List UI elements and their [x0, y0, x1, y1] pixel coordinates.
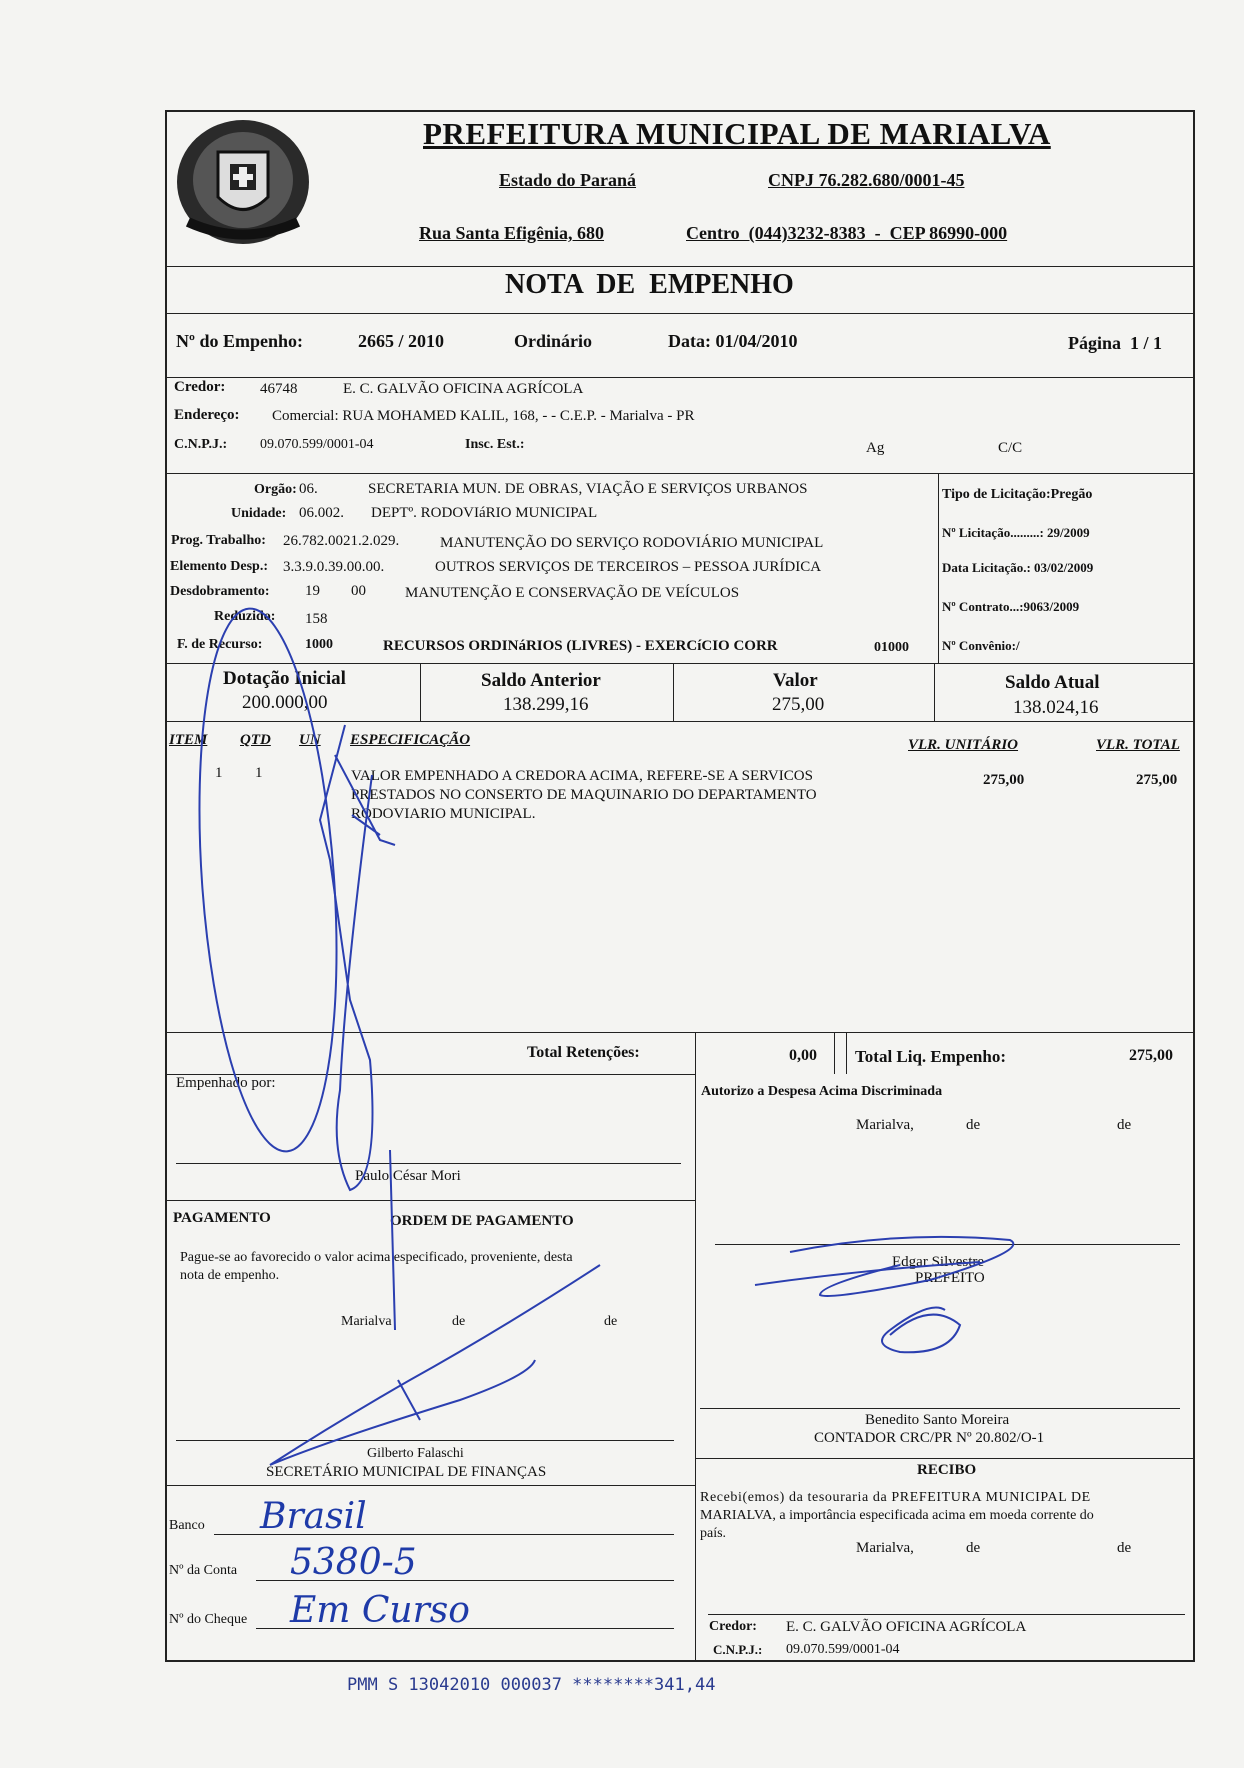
- recibo-credor-name: E. C. GALVÃO OFICINA AGRÍCOLA: [786, 1619, 1027, 1635]
- dotacao-value: 200.000,00: [242, 692, 328, 713]
- recibo-cnpj: 09.070.599/0001-04: [786, 1642, 900, 1657]
- item-unit-value: 275,00: [983, 772, 1025, 788]
- autorizo-text: Autorizo a Despesa Acima Discriminada: [701, 1084, 943, 1099]
- retencoes-label: Total Retenções:: [527, 1044, 640, 1061]
- recibo-text-2: MARIALVA, a importância especificada acima em moeda corrente do: [700, 1508, 1094, 1523]
- recibo-de-2: de: [1117, 1540, 1132, 1556]
- recibo-text-1: Recebi(emos) da tesouraria da PREFEITURA MUNICIPAL DE: [700, 1490, 1091, 1505]
- pagamento-marialva: Marialva: [341, 1314, 392, 1329]
- prog-code: 26.782.0021.2.029.: [283, 533, 400, 549]
- bank-stamp: PMM S 13042010 000037 ********341,44: [347, 1675, 716, 1695]
- org-title: PREFEITURA MUNICIPAL DE MARIALVA: [423, 116, 1051, 151]
- pagamento-de-1: de: [452, 1314, 466, 1329]
- col-header-unit: VLR. UNITÁRIO: [908, 737, 1019, 753]
- elemento-desc: OUTROS SERVIÇOS DE TERCEIROS – PESSOA JURÍDICA: [435, 559, 822, 575]
- unidade-code: 06.002.: [299, 505, 344, 521]
- credor-label: Credor:: [174, 379, 226, 395]
- pagamento-de-2: de: [604, 1314, 618, 1329]
- empenho-number-label: Nº do Empenho:: [176, 331, 303, 351]
- recibo-de-1: de: [966, 1540, 981, 1556]
- valor-label: Valor: [773, 670, 818, 691]
- retencoes-value: 0,00: [789, 1047, 817, 1064]
- desdobramento-code-2: 00: [351, 583, 366, 599]
- liquido-label: Total Liq. Empenho:: [855, 1047, 1006, 1066]
- insc-est-label: Insc. Est.:: [465, 437, 525, 452]
- recurso-desc: RECURSOS ORDINáRIOS (LIVRES) - EXERCíCIO CORR: [383, 638, 778, 654]
- col-header-item: ITEM: [169, 732, 208, 748]
- dotacao-label: Dotação Inicial: [223, 668, 346, 689]
- conta-label: Nº da Conta: [169, 1563, 238, 1578]
- recibo-credor-label: Credor:: [709, 1619, 757, 1634]
- cnpj-text: CNPJ 76.282.680/0001-45: [768, 170, 965, 190]
- prog-desc: MANUTENÇÃO DO SERVIÇO RODOVIÁRIO MUNICIPAL: [440, 535, 824, 551]
- item-spec-line-1: VALOR EMPENHADO A CREDORA ACIMA, REFERE-SE A SERVICOS: [351, 768, 813, 784]
- elemento-code: 3.3.9.0.39.00.00.: [283, 559, 385, 575]
- autorizo-de-1: de: [966, 1117, 981, 1133]
- licitacao-numero: Nº Licitação.........: 29/2009: [942, 525, 1090, 540]
- banco-handwritten: Brasil: [260, 1496, 367, 1537]
- recurso-code: 1000: [305, 637, 333, 652]
- elemento-label: Elemento Desp.:: [170, 559, 268, 574]
- cnpj-label: C.N.P.J.:: [174, 437, 228, 452]
- licitacao-convenio: Nº Convênio:/: [942, 638, 1020, 653]
- item-spec-line-3: RODOVIARIO MUNICIPAL.: [351, 806, 536, 822]
- doc-title: NOTA DE EMPENHO: [505, 269, 794, 300]
- empenho-type: Ordinário: [514, 331, 593, 351]
- credor-name: E. C. GALVÃO OFICINA AGRÍCOLA: [343, 381, 584, 397]
- recurso-label: F. de Recurso:: [177, 637, 263, 652]
- credor-cnpj: 09.070.599/0001-04: [260, 437, 374, 452]
- recibo-label: RECIBO: [917, 1462, 977, 1478]
- reduzido-code: 158: [305, 611, 328, 627]
- prefeito-role: PREFEITO: [915, 1270, 985, 1286]
- licitacao-contrato: Nº Contrato...:9063/2009: [942, 599, 1080, 614]
- address-text: Rua Santa Efigênia, 680: [419, 223, 605, 243]
- item-spec-line-2: PRESTADOS NO CONSERTO DE MAQUINARIO DO DEPARTAMENTO: [351, 787, 817, 803]
- orgao-code: 06.: [299, 481, 318, 497]
- secretario-name: Gilberto Falaschi: [367, 1446, 464, 1461]
- item-total-value: 275,00: [1136, 772, 1178, 788]
- recibo-marialva: Marialva,: [856, 1540, 914, 1556]
- orgao-desc: SECRETARIA MUN. DE OBRAS, VIAÇÃO E SERVIÇOS URBANOS: [368, 481, 808, 497]
- reduzido-label: Reduzido:: [214, 609, 276, 624]
- recibo-text-3: país.: [700, 1526, 727, 1541]
- contador-name: Benedito Santo Moreira: [865, 1412, 1010, 1428]
- licitacao-data: Data Licitação.: 03/02/2009: [942, 560, 1094, 575]
- pagamento-text-1: Pague-se ao favorecido o valor acima especificado, proveniente, desta: [180, 1250, 573, 1265]
- empenhado-name: Paulo César Mori: [355, 1168, 461, 1184]
- saldo-anterior-label: Saldo Anterior: [481, 670, 601, 691]
- contador-role: CONTADOR CRC/PR Nº 20.802/O-1: [814, 1430, 1045, 1446]
- page-number: Página 1 / 1: [1068, 333, 1163, 353]
- state-text: Estado do Paraná: [499, 170, 637, 190]
- empenho-number: 2665 / 2010: [358, 331, 445, 351]
- prog-label: Prog. Trabalho:: [171, 533, 266, 548]
- col-header-qtd: QTD: [240, 732, 271, 748]
- recibo-cnpj-label: C.N.P.J.:: [713, 1642, 763, 1657]
- saldo-atual-label: Saldo Atual: [1005, 672, 1100, 693]
- licitacao-tipo: Tipo de Licitação:Pregão: [942, 487, 1093, 502]
- credor-address: Comercial: RUA MOHAMED KALIL, 168, - - C.E.P. - Marialva - PR: [272, 408, 695, 424]
- desdobramento-desc: MANUTENÇÃO E CONSERVAÇÃO DE VEÍCULOS: [405, 585, 740, 601]
- secretario-role: SECRETÁRIO MUNICIPAL DE FINANÇAS: [266, 1464, 547, 1480]
- cheque-label: Nº do Cheque: [169, 1612, 248, 1627]
- orgao-label: Orgão:: [254, 482, 297, 497]
- desdobramento-code-1: 19: [305, 583, 320, 599]
- coat-of-arms-logo: [168, 112, 318, 252]
- valor-value: 275,00: [772, 694, 825, 715]
- pagamento-label: PAGAMENTO: [173, 1210, 271, 1226]
- col-header-spec: ESPECIFICAÇÃO: [350, 732, 471, 748]
- ag-label: Ag: [866, 440, 885, 456]
- desdobramento-label: Desdobramento:: [170, 584, 270, 599]
- prefeito-name: Edgar Silvestre: [892, 1254, 985, 1270]
- ordem-pagamento-label: ORDEM DE PAGAMENTO: [390, 1213, 574, 1229]
- autorizo-de-2: de: [1117, 1117, 1132, 1133]
- saldo-anterior-value: 138.299,16: [503, 694, 589, 715]
- item-number: 1: [215, 765, 223, 781]
- autorizo-marialva: Marialva,: [856, 1117, 914, 1133]
- cheque-handwritten: Em Curso: [290, 1590, 470, 1631]
- empenho-date: Data: 01/04/2010: [668, 331, 798, 351]
- col-header-un: UN: [299, 732, 321, 748]
- address-label: Endereço:: [174, 407, 240, 423]
- empenhado-label: Empenhado por:: [176, 1075, 276, 1091]
- recurso-num: 01000: [874, 640, 909, 655]
- credor-code: 46748: [260, 381, 298, 397]
- banco-label: Banco: [169, 1518, 205, 1533]
- unidade-label: Unidade:: [231, 506, 287, 521]
- cc-label: C/C: [998, 440, 1023, 456]
- contact-text: Centro (044)3232-8383 - CEP 86990-000: [686, 223, 1008, 243]
- pagamento-text-2: nota de empenho.: [180, 1268, 280, 1283]
- liquido-value: 275,00: [1129, 1047, 1173, 1064]
- conta-handwritten: 5380-5: [290, 1542, 417, 1583]
- col-header-total: VLR. TOTAL: [1096, 737, 1180, 753]
- item-qtd: 1: [255, 765, 263, 781]
- saldo-atual-value: 138.024,16: [1013, 697, 1099, 718]
- unidade-desc: DEPTº. RODOVIáRIO MUNICIPAL: [371, 505, 598, 521]
